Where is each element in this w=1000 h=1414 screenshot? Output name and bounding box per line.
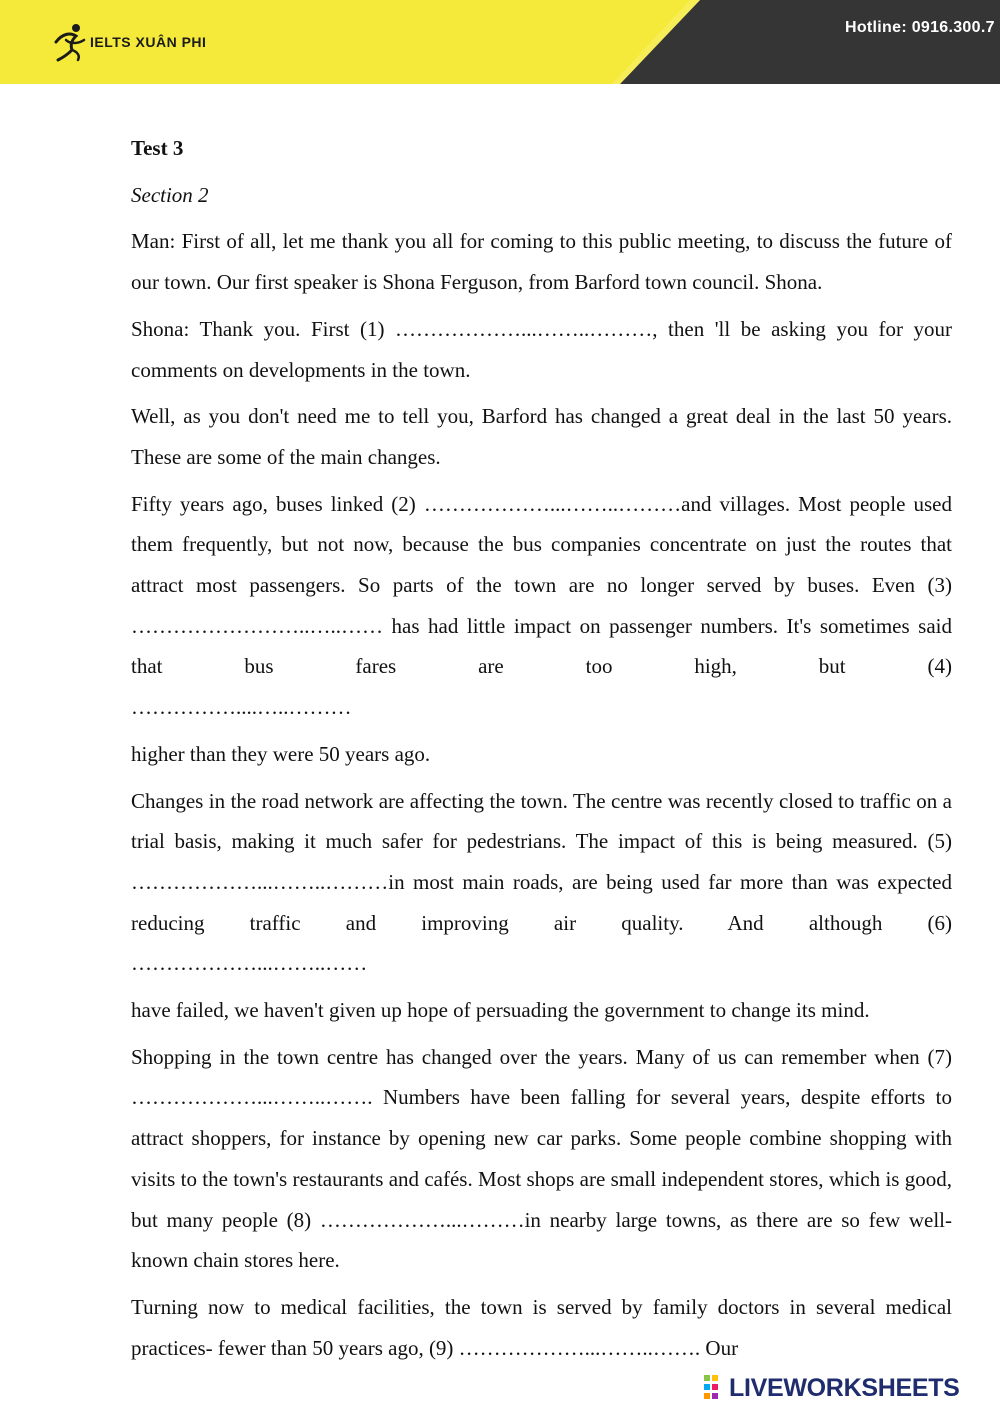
paragraph-government: have failed, we haven't given up hope of persuading the government to change its mind. (131, 998, 870, 1023)
liveworksheets-watermark (700, 1370, 966, 1406)
paragraph-buses: Fifty years ago, buses linked (2) ………………...……..………and villages. Most people used them frequently, but not now, because the bus companies concentrate on just the routes that attract most passengers. So parts of the town are no longer served by buses. Even (3) ……………………..…..…… has had little impact on passenger numbers. It's sometimes said that bus fares are too high, but (4) (131, 491, 952, 679)
paragraph-shopping: Shopping in the town centre has changed over the years. Many of us can remember when (7) ………………...……..……. Numbers have been falling for several years, despite efforts to attract shoppers, for instance by opening new car parks. Some people combine shopping with visits to the town's restaurants and cafés. Most shops are small independent stores, which is good, but many people (8) ………………...………in nearby large towns, as there are so few well-known chain stores here. (131, 1044, 952, 1273)
hotline-text: Hotline: 0916.300.7 (845, 19, 995, 36)
watermark-text: LIVEWORKSHEETS (729, 1373, 960, 1402)
paragraph-blank-6: ………………...……..…… (131, 951, 368, 976)
page-header (0, 0, 1000, 84)
brand-logo (52, 22, 206, 62)
paragraph-medical: Turning now to medical facilities, the town is served by family doctors in several medical practices- fewer than 50 years ago, (9) ………………...……..……. Our (131, 1294, 952, 1360)
runner-icon (52, 22, 88, 62)
test-title: Test 3 (131, 136, 184, 160)
paragraph-fares: higher than they were 50 years ago. (131, 741, 431, 766)
paragraph-blank-4: ……………....…..……… (131, 695, 352, 720)
section-heading: Section 2 (131, 182, 209, 207)
paragraph-roads: Changes in the road network are affecting the town. The centre was recently closed to traffic on a trial basis, making it much safer for pedestrians. The impact of this is being measured. (5) ………………...……..………in most main roads, are being used far more than was expected reducing traffic and improving air quality. And although (6) (131, 788, 952, 935)
paragraph-intro: Man: First of all, let me thank you all for coming to this public meeting, to discuss the future of our town. Our first speaker is Shona Ferguson, from Barford town council. Shona. (131, 229, 952, 295)
paragraph-blank-1: Shona: Thank you. First (1) ………………...……..………, then 'll be asking you for your comments on developments in the town. (131, 316, 952, 382)
brand-name: IELTS XUÂN PHI (90, 34, 207, 50)
paragraph-changes: Well, as you don't need me to tell you, Barford has changed a great deal in the last 50 years. These are some of the main changes. (131, 404, 952, 469)
liveworksheets-logo-icon (704, 1375, 726, 1401)
document-body (131, 128, 952, 1374)
